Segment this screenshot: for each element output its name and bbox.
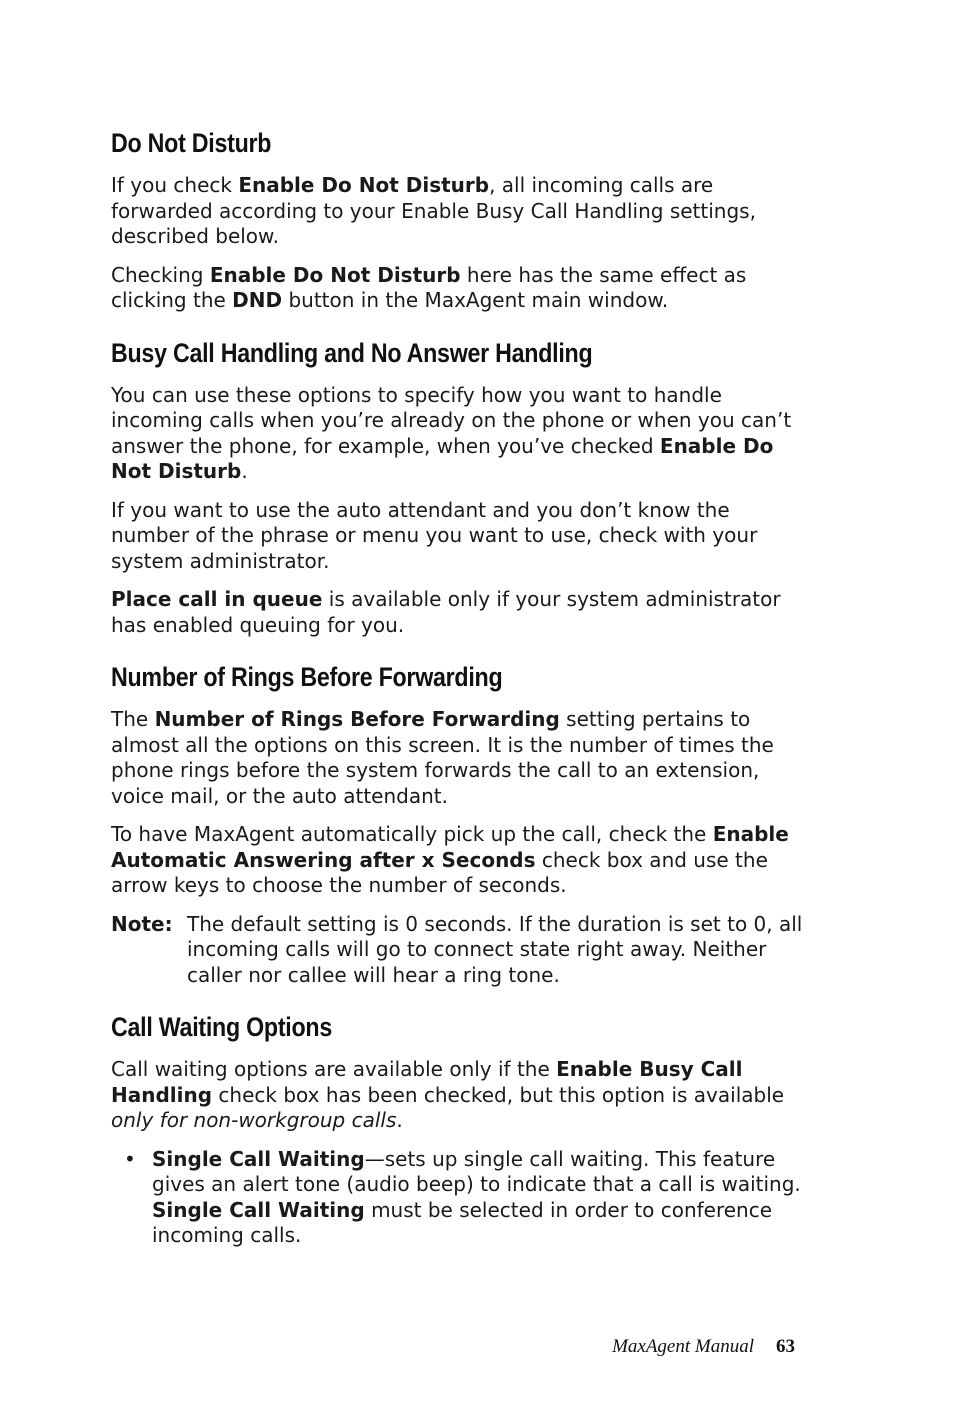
note-label: Note: xyxy=(111,911,173,936)
page-content xyxy=(111,128,811,1249)
note-text: The default setting is 0 seconds. If the duration is set to 0, all incoming calls will go to connect state right away. Neither caller nor callee will hear a ring tone. xyxy=(187,911,803,987)
bullet-icon: • xyxy=(124,1146,136,1171)
page-footer xyxy=(612,1336,795,1358)
footer-manual-title: MaxAgent Manual xyxy=(612,1336,754,1357)
note xyxy=(111,912,811,989)
paragraph: Call waiting options are available only if the Enable Busy Call Handling check box has been checked, but this option is available only for non-workgroup calls. xyxy=(111,1057,785,1132)
heading-do-not-disturb: Do Not Disturb xyxy=(111,128,272,158)
paragraph: If you want to use the auto attendant and you don’t know the number of the phrase or menu you want to use, check with your system administrator. xyxy=(111,497,758,573)
paragraph: To have MaxAgent automatically pick up the call, check the Enable Automatic Answering after x Seconds check box and use the arrow keys to choose the number of seconds. xyxy=(111,822,789,897)
paragraph: Place call in queue is available only if your system administrator has enabled queuing for you. xyxy=(111,587,781,637)
heading-busy-call-handling: Busy Call Handling and No Answer Handling xyxy=(111,337,593,368)
paragraph: Checking Enable Do Not Disturb here has the same effect as clicking the DND button in the MaxAgent main window. xyxy=(111,262,747,312)
paragraph: The Number of Rings Before Forwarding setting pertains to almost all the options on this screen. It is the number of times the phone rings before the system forwards the call to an extension, voice mail, or the auto attendant. xyxy=(111,707,774,808)
heading-number-of-rings: Number of Rings Before Forwarding xyxy=(111,662,503,692)
paragraph: You can use these options to specify how you want to handle incoming calls when you’re already on the phone or when you can’t answer the phone, for example, when you’ve checked Enable Do Not Disturb. xyxy=(111,382,792,483)
page-number: 63 xyxy=(776,1336,795,1357)
heading-call-waiting-options: Call Waiting Options xyxy=(111,1012,333,1042)
paragraph: If you check Enable Do Not Disturb, all incoming calls are forwarded according to your Enable Busy Call Handling settings, described below. xyxy=(111,173,756,248)
bullet-list xyxy=(111,1147,811,1249)
list-item: • Single Call Waiting—sets up single call waiting. This feature gives an alert tone (audio beep) to indicate that a call is waiting. Single Call Waiting must be selected in order to conference incoming calls. xyxy=(124,1146,801,1247)
